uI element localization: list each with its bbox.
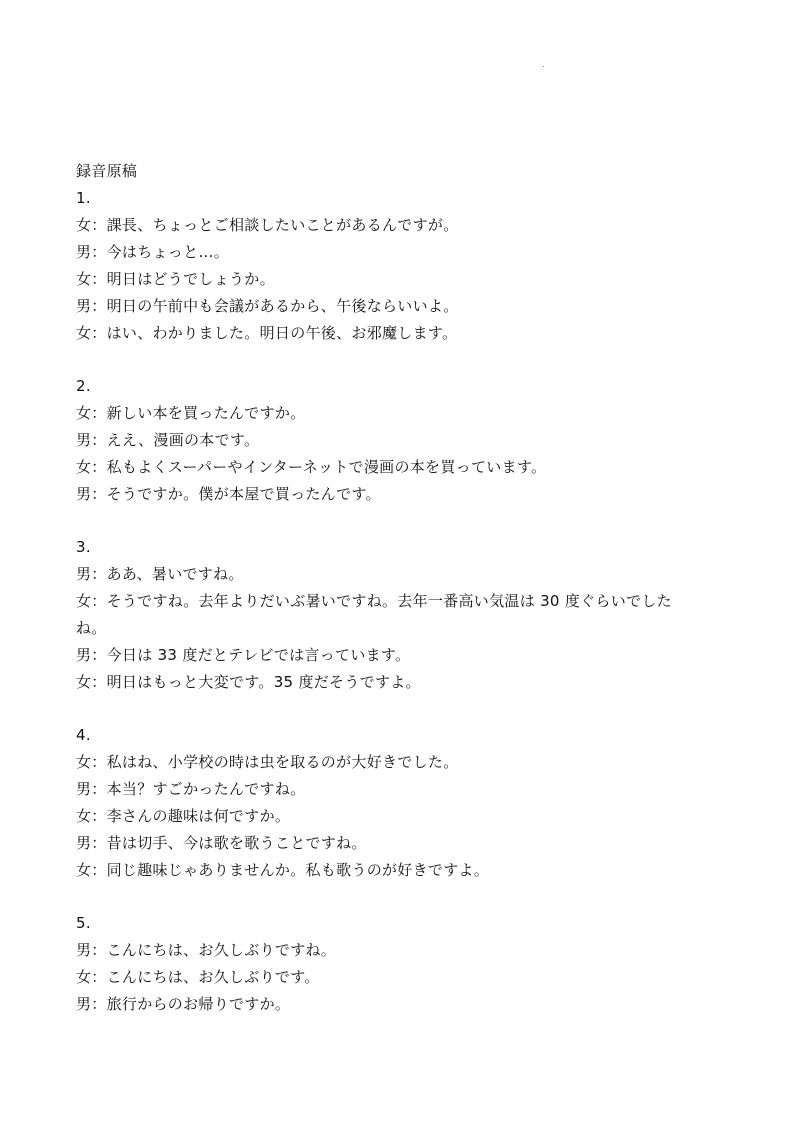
- section-2: [76, 373, 736, 508]
- dialogue-line: 女：明日はどうでしょうか。: [76, 270, 275, 288]
- section-number: 4.: [76, 726, 91, 744]
- section-gap: [76, 696, 736, 722]
- section-gap: [76, 508, 736, 534]
- dialogue-line-continuation: ね。: [76, 619, 107, 637]
- document-title: 録音原稿: [76, 162, 138, 180]
- dialogue-line: 男：ああ、暑いですね。: [76, 565, 244, 583]
- dialogue-line: 女：こんにちは、お久しぶりです。: [76, 968, 320, 986]
- dialogue-line: 女：同じ趣味じゃありませんか。私も歌うのが好きですよ。: [76, 861, 490, 879]
- transcript-content: [76, 158, 736, 1018]
- dialogue-line: 男：旅行からのお帰りですか。: [76, 995, 291, 1013]
- dialogue-line: 女：私はね、小学校の時は虫を取るのが大好きでした。: [76, 753, 459, 771]
- section-3: [76, 534, 736, 696]
- dialogue-line: 男：本当？すごかったんですね。: [76, 780, 306, 798]
- section-number: 5.: [76, 914, 91, 932]
- dialogue-line: 男：ええ、漫画の本です。: [76, 431, 260, 449]
- section-number: 2.: [76, 377, 91, 395]
- dialogue-line: 女：明日はもっと大変です。35 度だそうですよ。: [76, 673, 421, 691]
- section-5: [76, 910, 736, 1018]
- dialogue-line: 女：李さんの趣味は何ですか。: [76, 807, 291, 825]
- dialogue-line: 女：そうですね。去年よりだいぶ暑いですね。去年一番高い気温は 30 度ぐらいでした: [76, 592, 672, 610]
- section-gap: [76, 884, 736, 910]
- section-number: 3.: [76, 538, 91, 556]
- dialogue-line: 男：今日は 33 度だとテレビでは言っています。: [76, 646, 411, 664]
- dialogue-line: 女：はい、わかりました。明日の午後、お邪魔します。: [76, 324, 458, 342]
- dialogue-line: 男：そうですか。僕が本屋で買ったんです。: [76, 485, 381, 503]
- section-4: [76, 722, 736, 884]
- section-number: 1.: [76, 189, 91, 207]
- dialogue-line: 男：今はちょっと…。: [76, 243, 230, 261]
- section-1: [76, 185, 736, 347]
- dialogue-line: 女：新しい本を買ったんですか。: [76, 404, 306, 422]
- dialogue-line: 男：こんにちは、お久しぶりですね。: [76, 941, 337, 959]
- scan-speck: [543, 66, 544, 67]
- dialogue-line: 男：明日の午前中も会議があるから、午後ならいいよ。: [76, 297, 459, 315]
- section-gap: [76, 347, 736, 373]
- dialogue-line: 男：昔は切手、今は歌を歌うことですね。: [76, 834, 367, 852]
- dialogue-line: 女：課長、ちょっとご相談したいことがあるんですが。: [76, 216, 459, 234]
- dialogue-line: 女：私もよくスーパーやインターネットで漫画の本を買っています。: [76, 458, 547, 476]
